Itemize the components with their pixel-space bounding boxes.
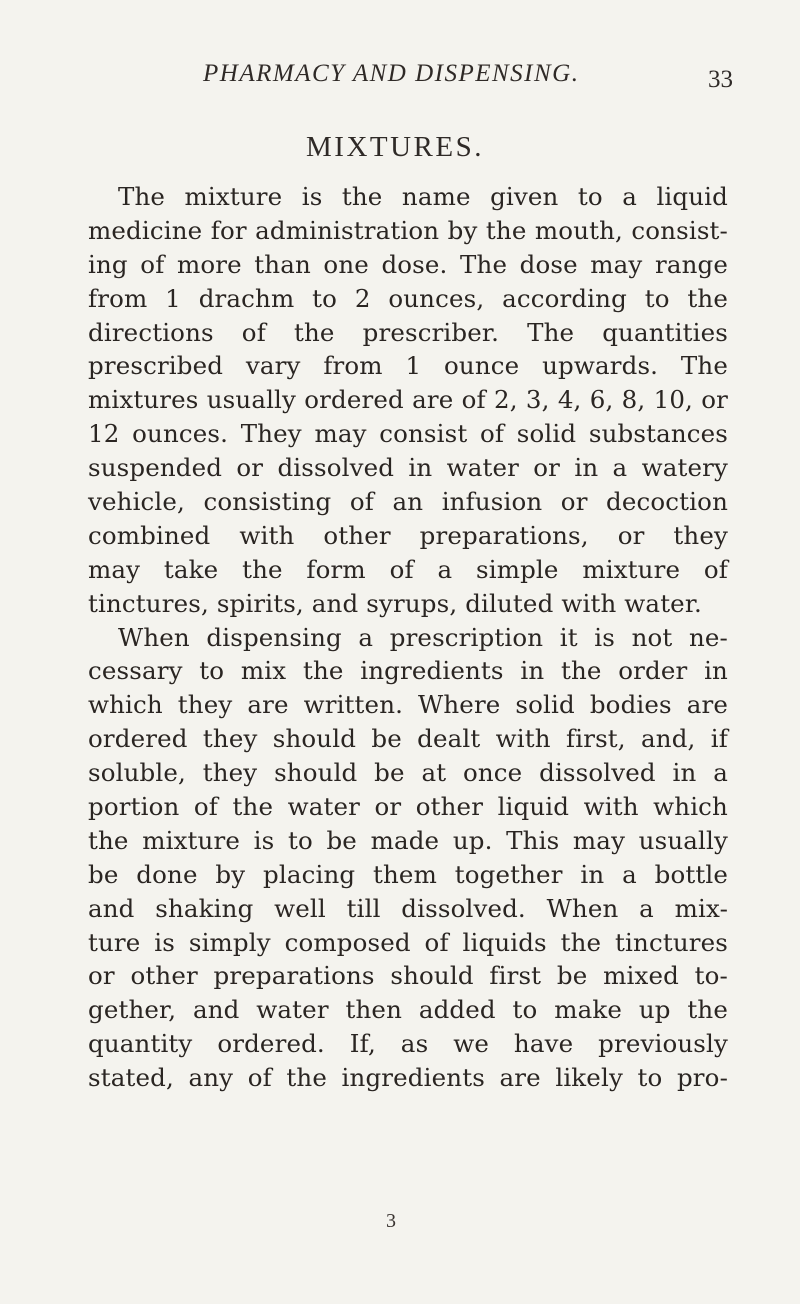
text-line: tinctures, spirits, and syrups, diluted with water. — [88, 588, 702, 618]
section-title: MIXTURES. — [306, 131, 484, 163]
text-line: and shaking well till dissolved. When a mix- — [88, 893, 728, 923]
text-line: stated, any of the ingredients are likely to pro- — [88, 1063, 728, 1093]
text-line: may take the form of a simple mixture of — [88, 554, 728, 584]
text-line: When dispensing a prescription it is not ne- — [118, 622, 728, 652]
text-line: vehicle, consisting of an infusion or decoction — [88, 487, 728, 517]
body-text — [88, 180, 728, 1095]
text-line: soluble, they should be at once dissolved in a — [88, 758, 728, 788]
text-line: portion of the water or other liquid with which — [88, 792, 728, 822]
text-line: mixtures usually ordered are of 2, 3, 4, 6, 8, 10, or — [88, 385, 728, 415]
text-line: the mixture is to be made up. This may usually — [88, 825, 728, 855]
running-head: PHARMACY AND DISPENSING. — [203, 60, 580, 87]
text-line: which they are written. Where solid bodies are — [88, 690, 728, 720]
text-line: ing of more than one dose. The dose may range — [88, 249, 728, 279]
text-line: be done by placing them together in a bottle — [88, 859, 728, 889]
text-line: 12 ounces. They may consist of solid substances — [88, 419, 728, 449]
signature-mark: 3 — [386, 1210, 396, 1232]
text-line: gether, and water then added to make up the — [88, 995, 728, 1025]
text-line: medicine for administration by the mouth, consist- — [88, 215, 728, 245]
page-number: 33 — [708, 66, 733, 93]
text-line: combined with other preparations, or they — [88, 520, 728, 550]
text-line: suspended or dissolved in water or in a watery — [88, 453, 728, 483]
text-line: prescribed vary from 1 ounce upwards. The — [88, 351, 728, 381]
text-line: from 1 drachm to 2 ounces, according to the — [88, 283, 728, 313]
text-line: or other preparations should first be mixed to- — [88, 961, 728, 991]
text-line: directions of the prescriber. The quantities — [88, 317, 728, 347]
text-line: The mixture is the name given to a liquid — [118, 182, 728, 211]
text-line: ture is simply composed of liquids the tinctures — [88, 927, 728, 957]
text-line: cessary to mix the ingredients in the order in — [88, 656, 728, 686]
text-line: ordered they should be dealt with first, and, if — [88, 724, 728, 754]
text-line: quantity ordered. If, as we have previously — [88, 1029, 728, 1059]
